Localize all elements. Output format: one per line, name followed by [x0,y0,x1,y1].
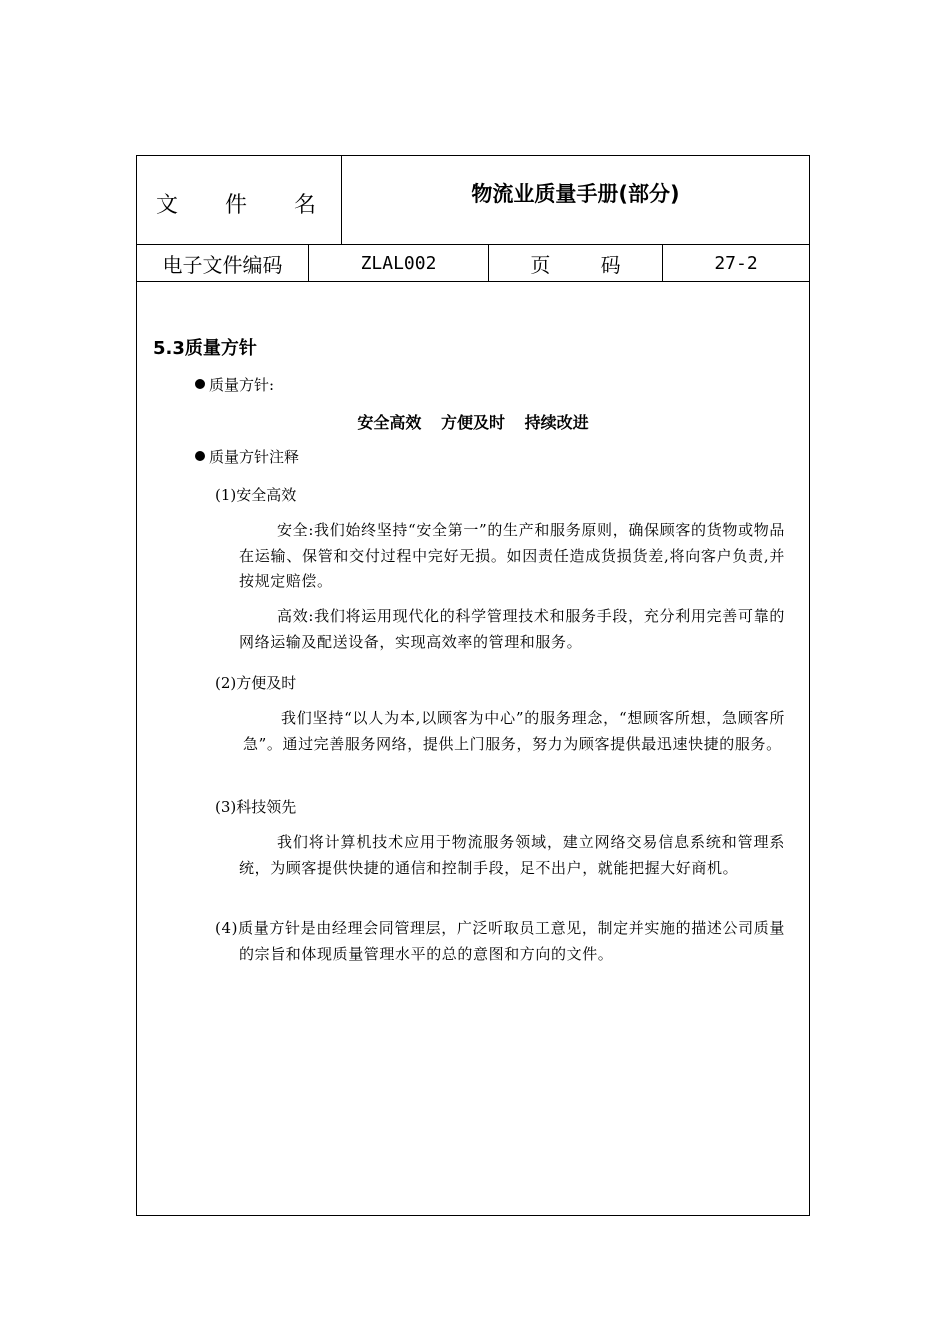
document-title: 物流业质量手册(部分) [471,182,680,206]
notes-bullet [195,446,299,467]
item3-title: (3)科技领先 [215,798,297,816]
policy-bullet [195,374,274,395]
code-value: ZLAL002 [309,245,489,281]
item2-paragraph: 我们坚持“以人为本,以顾客为中心”的服务理念，“想顾客所想，急顾客所急”。通过完善服务网络，提供上门服务，努力为顾客提供最迅速快捷的服务。 [243,709,785,753]
item1-paragraph-safety: 安全:我们始终坚持“安全第一”的生产和服务原则，确保顾客的货物或物品在运输、保管和交付过程中完好无损。如因责任造成货损货差,将向客户负责,并按规定赔偿。 [239,521,785,590]
policy-label: 质量方针: [209,376,275,394]
item1-paragraph-efficiency: 高效:我们将运用现代化的科学管理技术和服务手段，充分利用完善可靠的网络运输及配送设备，实现高效率的管理和服务。 [239,607,785,651]
page-value: 27-2 [714,252,758,274]
code-label: 电子文件编码 [137,245,309,281]
header-row-meta [137,245,809,282]
header-row-title [137,156,809,245]
item3-paragraph: 我们将计算机技术应用于物流服务领域，建立网络交易信息系统和管理系统，为顾客提供快捷的通信和控制手段，足不出户，就能把握大好商机。 [239,833,785,877]
item1-title: (1)安全高效 [215,486,297,504]
file-name-label: 文 件 名 [137,156,342,244]
notes-label: 质量方针注释 [209,448,300,466]
bullet-icon [195,379,205,389]
bullet-icon [195,451,205,461]
policy-statement: 安全高效 方便及时 持续改进 [357,413,589,432]
item4-paragraph: (4)质量方针是由经理会同管理层，广泛听取员工意见，制定并实施的描述公司质量的宗旨和体现质量管理水平的总的意图和方向的文件。 [215,919,785,963]
document-frame [136,155,810,1216]
document-body [137,282,809,1215]
section-heading: 5.3质量方针 [153,338,257,359]
page-label: 页 码 [489,245,663,281]
item2-title: (2)方便及时 [215,674,297,692]
